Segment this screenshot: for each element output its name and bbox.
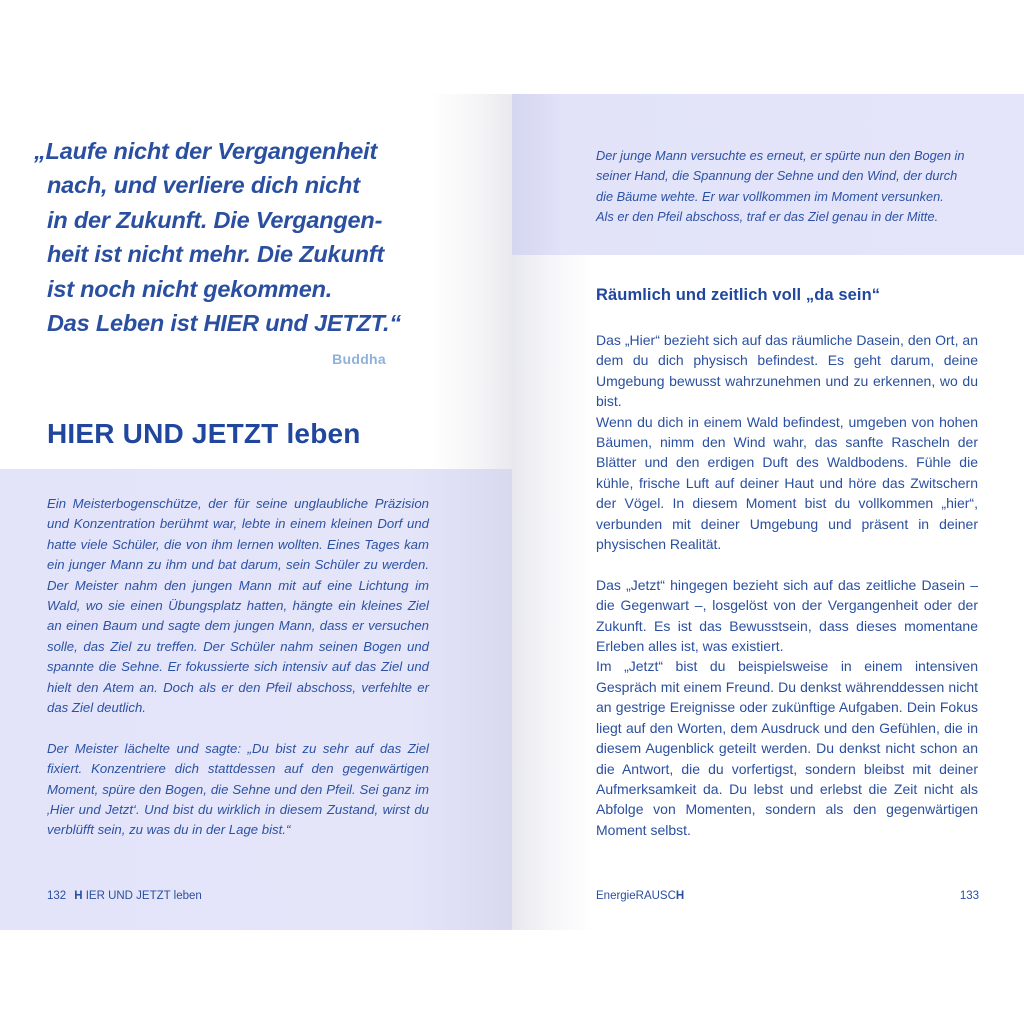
chapter-title: HIER UND JETZT leben: [47, 418, 361, 449]
quote-line: Das Leben ist HIER und JETZT.“: [47, 310, 401, 337]
right-page: [512, 94, 1024, 930]
quote-author: Buddha: [332, 351, 386, 367]
quote-block: [34, 134, 404, 340]
body-paragraph: Im „Jetzt“ bist du beispielsweise in einem intensiven Gespräch mit einem Freund. Du denkst währenddessen nicht an gestrige Ereignisse oder zukünftige Aufgaben. Dein Fokus liegt auf den Worten, dem Ausdruck und den Gefühlen, die in diesem Augenblick geteilt werden. Du denkst nicht schon an die Antwort, die du vorfertigst, sondern bleibst mit deiner Aufmerksamkeit da. Du lebst und erlebst die Zeit nicht als Abfolge von Momenten, sondern als den gegenwärtigen Moment selbst.: [596, 658, 978, 838]
section-title: Räumlich und zeitlich voll „da sein“: [596, 286, 881, 304]
running-title: [596, 890, 684, 902]
quote-line: heit ist nicht mehr. Die Zukunft: [47, 241, 384, 268]
running-title: IER UND JETZT leben: [85, 890, 202, 902]
quote-line: nach, und verliere dich nicht: [47, 172, 360, 199]
body-paragraph: Das „Jetzt“ hingegen bezieht sich auf das zeitliche Dasein – die Gegenwart –, losgelöst von der Vergangenheit oder der Zukunft. Es ist das Bewusstsein, dass dieses momentane Erleben alles ist, was existiert.: [596, 576, 978, 655]
story-line: Der junge Mann versuchte es erneut, er spürte nun den Bogen in: [596, 148, 965, 163]
page-number: 133: [959, 890, 979, 902]
story-line: die Bäume wehte. Er war vollkommen im Moment versunken.: [596, 188, 944, 204]
story-line: seiner Hand, die Spannung der Sehne und den Wind, der durch: [596, 168, 958, 184]
story-continuation: [596, 146, 988, 228]
story-text: [47, 494, 429, 861]
running-title-lead: EnergieRAUSC: [596, 890, 676, 902]
story-line: Als er den Pfeil abschoss, traf er das Ziel genau in der Mitte.: [596, 209, 939, 225]
body-paragraph: Wenn du dich in einem Wald befindest, umgeben von hohen Bäumen, nimm den Wind wahr, das sanfte Rascheln der Blätter und den erdigen Duft des Waldbodens. Fühle die kühle, frische Luft auf deiner Haut und höre das Zwitschern der Vögel. In diesem Moment bist du vollkommen „hier“, verbunden mit deiner Umgebung und präsent in deiner physischen Realität.: [596, 413, 978, 553]
story-paragraph: Der Meister lächelte und sagte: „Du bist zu sehr auf das Ziel fixiert. Konzentriere dich stattdessen auf den gegenwärtigen Moment, spüre den Bogen, die Sehne und den Pfeil. Sei ganz im ‚Hier und Jetzt‘. Und bist du wirklich in diesem Zustand, wirst du verblüfft sein, zu was du in der Lage bist.“: [47, 740, 429, 838]
body-text: [596, 330, 978, 840]
story-paragraph: Ein Meisterbogenschütze, der für seine unglaubliche Präzision und Konzentration berühmt war, lebte in einem kleinen Dorf und hatte viele Schüler, die von ihm lernen wollten. Eines Tages kam ein junger Mann zu ihm und bat darum, sein Schüler zu werden. Der Meister nahm den jungen Mann mit auf eine Lichtung im Wald, wo sie einen Übungsplatz hatten, hängte ein kleines Ziel an einen Baum und sagte dem jungen Mann, dass er versuchen solle, das Ziel zu treffen. Der Schüler nahm seinen Bogen und spannte die Sehne. Er fokussierte sich intensiv auf das Ziel und hielt den Atem an. Doch als er den Pfeil abschoss, verfehlte er das Ziel deutlich.: [47, 496, 429, 716]
running-title-end: H: [675, 890, 685, 902]
left-page: [0, 94, 512, 930]
quote-line: ist noch nicht gekommen.: [47, 275, 333, 302]
page-footer-left: [47, 890, 202, 902]
book-spread: [0, 94, 1024, 930]
body-paragraph: Das „Hier“ bezieht sich auf das räumliche Dasein, den Ort, an dem du dich physisch befindest. Es geht darum, deine Umgebung bewusst wahrzunehmen und zu erkennen, wo du bist.: [596, 332, 978, 410]
running-title-initial: H: [74, 890, 83, 902]
quote-line: „Laufe nicht der Vergangenheit: [34, 138, 378, 164]
quote-line: in der Zukunft. Die Vergangen-: [47, 206, 383, 233]
page-number: 132: [47, 890, 67, 902]
